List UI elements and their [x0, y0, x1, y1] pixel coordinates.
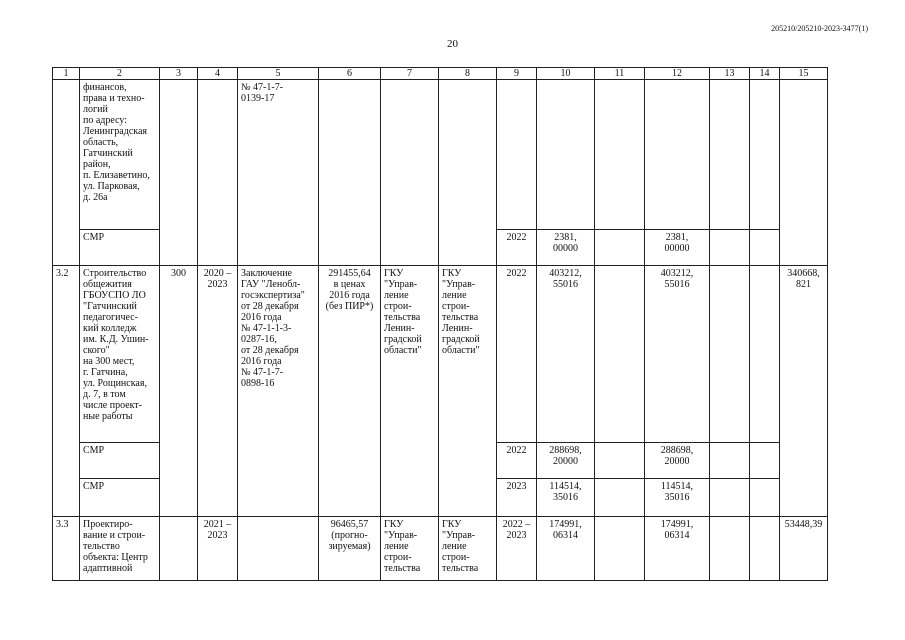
- column-number: 2: [80, 68, 160, 80]
- amount: 403212, 55016: [660, 268, 694, 290]
- object-description: Проектиро- вание и строи- тельство объекта: Центр адаптивной: [83, 519, 148, 574]
- object-description: финансов, права и техно- логий по адресу: Ленинградская область, Гатчинский район, п. Елизаветино, ул. Парковая, д. 26а: [83, 82, 150, 203]
- expertise-number: № 47-1-7- 0139-17: [241, 82, 284, 104]
- customer: ГКУ "Управ- ление строи- тельства: [384, 519, 421, 574]
- customer: ГКУ "Управ- ление строи- тельства Ленин- градской области": [384, 268, 422, 356]
- column-number: 1: [53, 68, 80, 80]
- column-number: 9: [497, 68, 537, 80]
- year: 2023: [506, 481, 527, 492]
- column-number: 3: [160, 68, 198, 80]
- year: 2022 – 2023: [502, 519, 531, 541]
- year: 2022: [506, 268, 527, 279]
- object-description: Строительство общежития ГБОУСПО ЛО "Гатчинский педагогичес- кий колледж им. К.Д. Ушин- ского" на 300 мест, г. Гатчина, ул. Рощинская, д. 7, в том числе проект- ные работы: [83, 268, 149, 422]
- total-amount: 53448,39: [784, 519, 823, 530]
- row-number: 3.3: [56, 519, 69, 530]
- column-number: 12: [645, 68, 710, 80]
- column-number: 11: [595, 68, 645, 80]
- column-number: 5: [238, 68, 319, 80]
- table-row: [53, 80, 828, 230]
- column-number: 8: [439, 68, 497, 80]
- estimated-cost: 96465,57 (прогно- зируемая): [328, 519, 371, 552]
- estimated-cost: 291455,64 в ценах 2016 года (без ПИР*): [325, 268, 374, 312]
- page-number: 20: [447, 38, 458, 50]
- amount: 288698, 20000: [549, 445, 582, 467]
- table-row: [53, 517, 828, 581]
- capacity: 300: [171, 268, 186, 279]
- work-type: СМР: [83, 232, 105, 243]
- table-header-row: [53, 68, 828, 80]
- amount: 114514, 35016: [549, 481, 582, 503]
- period: 2021 – 2023: [203, 519, 232, 541]
- column-number: 6: [319, 68, 381, 80]
- developer: ГКУ "Управ- ление строи- тельства Ленин- градской области": [442, 268, 480, 356]
- work-type: СМР: [83, 481, 105, 492]
- year: 2022: [506, 232, 527, 243]
- column-number: 14: [750, 68, 780, 80]
- data-table: [52, 67, 828, 581]
- amount: 288698, 20000: [660, 445, 694, 467]
- document-id: 205210/205210-2023-3477(1): [771, 24, 868, 33]
- work-type: СМР: [83, 445, 105, 456]
- column-number: 15: [780, 68, 828, 80]
- column-number: 10: [537, 68, 595, 80]
- row-number: 3.2: [56, 268, 69, 279]
- amount: 174991, 06314: [549, 519, 582, 541]
- column-number: 7: [381, 68, 439, 80]
- column-number: 13: [710, 68, 750, 80]
- amount: 174991, 06314: [660, 519, 694, 541]
- expertise-conclusion: Заключение ГАУ "Ленобл- госэкспертиза" от 28 декабря 2016 года № 47-1-1-3- 0287-16, от 28 декабря 2016 года № 47-1-7- 0898-16: [241, 268, 305, 389]
- period: 2020 – 2023: [203, 268, 232, 290]
- amount: 403212, 55016: [549, 268, 582, 290]
- amount: 114514, 35016: [660, 481, 694, 503]
- developer: ГКУ "Управ- ление строи- тельства: [442, 519, 479, 574]
- amount: 2381, 00000: [664, 232, 690, 254]
- total-amount: 340668, 821: [787, 268, 820, 290]
- amount: 2381, 00000: [553, 232, 578, 254]
- year: 2022: [506, 445, 527, 456]
- column-number: 4: [198, 68, 238, 80]
- table-row: [53, 266, 828, 443]
